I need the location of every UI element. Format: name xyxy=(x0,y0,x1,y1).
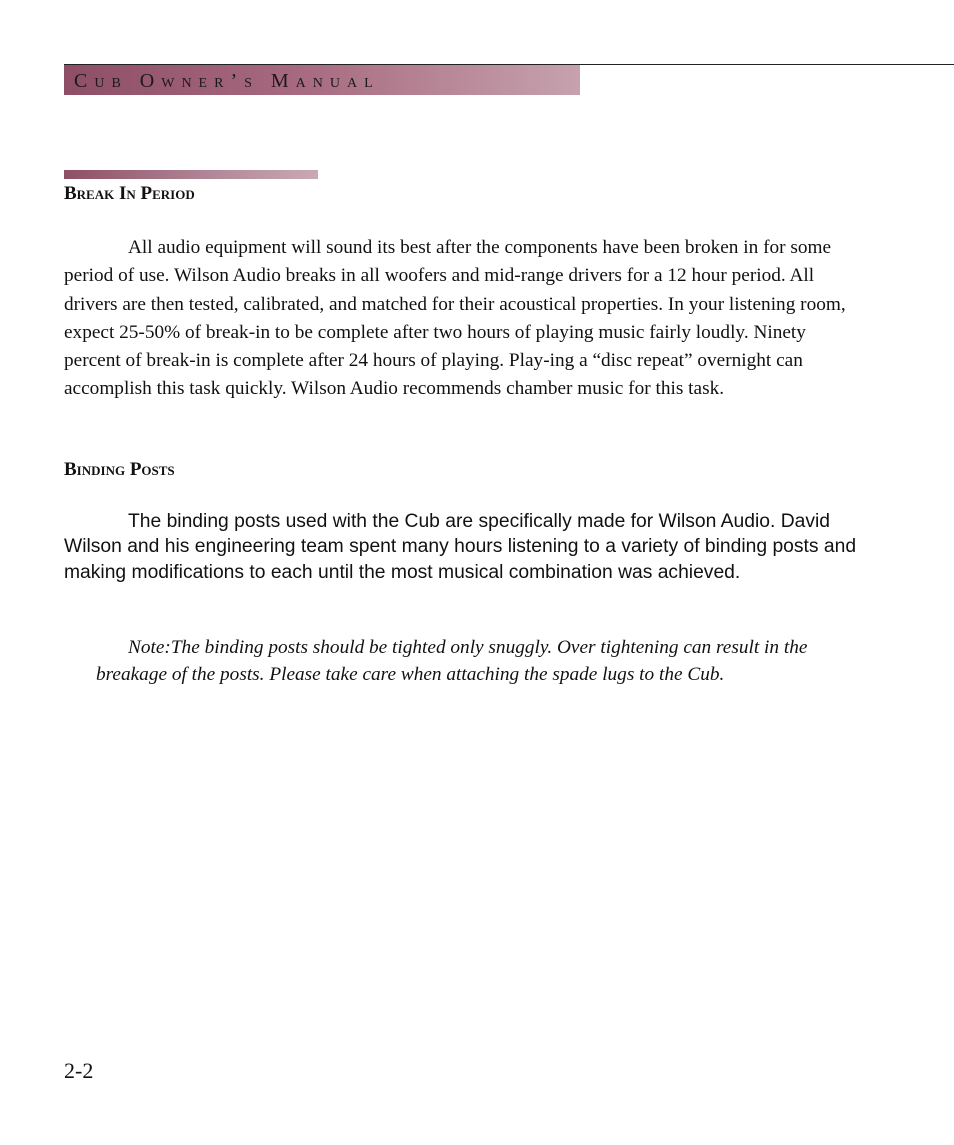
break-in-paragraph: All audio equipment will sound its best after the components have been broken in for some period of use. Wilson Audio breaks in all woofers and mid-range drivers for a 12 hour period. All drivers are then tested, calibrated, and matched for their acoustical properties. In your listening room, expect 25-50% of break-in to be complete after two hours of playing music fairly loudly. Ninety percent of break-in is complete after 24 hours of playing. Play-ing a “disc repeat” overnight can accomplish this task quickly. Wilson Audio recommends chamber music for this task. xyxy=(64,237,846,400)
binding-posts-paragraph: The binding posts used with the Cub are specifically made for Wilson Audio. David Wilson and his engineering team spent many hours listening to a variety of binding posts and making modifications to each until the most musical combination was achieved. xyxy=(64,511,857,583)
section-accent-bar xyxy=(64,170,318,179)
binding-posts-note: Note:The binding posts should be tighted only snuggly. Over tightening can result in the breakage of the posts. Please take care when attaching the spade lugs to the Cub. xyxy=(96,637,808,685)
section-heading-binding-posts: Binding Posts xyxy=(64,459,175,480)
section-heading-break-in: Break In Period xyxy=(64,183,195,204)
running-header xyxy=(64,65,580,95)
page-number: 2-2 xyxy=(64,1058,94,1083)
manual-title: Cub Owner’s Manual xyxy=(74,70,380,92)
